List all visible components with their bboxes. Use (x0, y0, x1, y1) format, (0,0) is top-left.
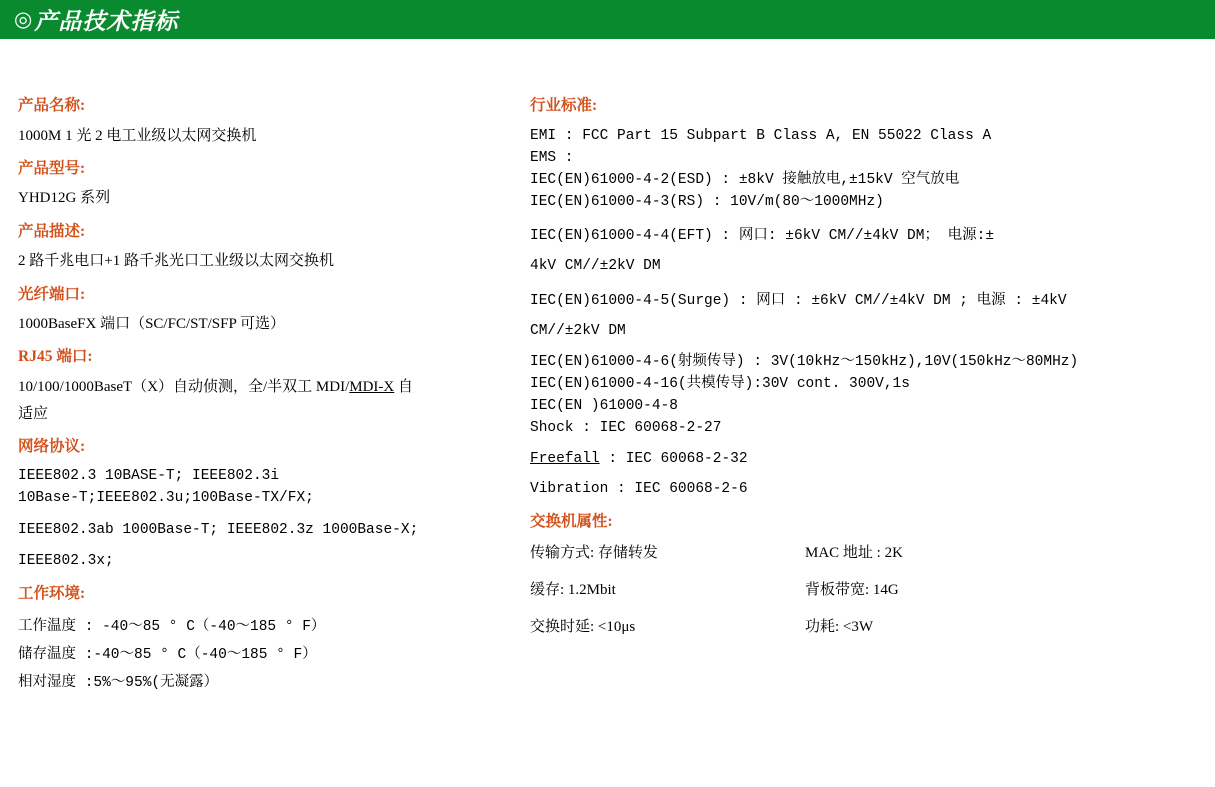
text-standard-eft-line2: 4kV CM//±2kV DM (530, 257, 661, 274)
text-product-description: 2 路千兆电口+1 路千兆光口工业级以太网交换机 (18, 253, 334, 270)
text-relative-humidity: 相对湿度 :5%～95%(无凝露） (18, 675, 219, 692)
attr-transmission-mode: 传输方式: 存储转发 (530, 545, 658, 562)
text-standard-esd: IEC(EN)61000-4-2(ESD) : ±8kV 接触放电,±15kV 空气放电 (530, 171, 960, 188)
text-standard-cs: IEC(EN)61000-4-6(射频传导) : 3V(10kHz～150kHz),10V(150kHz～80MHz) (530, 353, 1079, 370)
section-switch-attributes (530, 513, 1205, 637)
attr-power-consumption: 功耗: <3W (805, 619, 874, 636)
section-rj45-port (18, 348, 515, 426)
heading-operating-environment: 工作环境: (18, 585, 86, 603)
text-standard-surge-line2: CM//±2kV DM (530, 322, 626, 339)
heading-network-protocol: 网络协议: (18, 438, 86, 456)
section-fiber-port (18, 286, 515, 337)
text-operating-temperature: 工作温度 : -40～85 ° C（-40～185 ° F） (18, 618, 326, 635)
switch-attributes-grid (530, 541, 1205, 636)
heading-product-model: 产品型号: (18, 159, 86, 177)
left-column (0, 39, 525, 697)
text-standard-ems: EMS : (530, 149, 574, 166)
text-standard-vibration: Vibration : IEC 60068-2-6 (530, 480, 748, 497)
attr-backplane-bandwidth: 背板带宽: 14G (805, 582, 899, 599)
section-product-model (18, 160, 515, 211)
text-rj45-port-line2: 适应 (18, 406, 49, 423)
text-rj45-port (18, 376, 515, 399)
freefall-value: : IEC 60068-2-32 (599, 450, 748, 467)
heading-product-name: 产品名称: (18, 97, 86, 114)
section-operating-environment (18, 585, 515, 697)
right-column (525, 39, 1215, 636)
heading-switch-attributes: 交换机属性: (530, 512, 613, 530)
attr-switching-latency: 交换时延: <10μs (530, 619, 636, 636)
rj45-text-part1: 10/100/1000BaseT（X）自动侦测，全/半双工 MDI/ (18, 378, 350, 395)
freefall-label: Freefall (530, 450, 600, 467)
text-standard-emi: EMI : FCC Part 15 Subpart B Class A, EN 55022 Class A (530, 127, 992, 144)
text-standard-shock: Shock : IEC 60068-2-27 (530, 419, 722, 436)
text-protocol-line-2: 10Base-T;IEEE802.3u;100Base-TX/FX; (18, 489, 314, 506)
text-product-model: YHD12G 系列 (18, 190, 111, 207)
heading-rj45-port: RJ45 端口: (18, 348, 93, 366)
circle-target-icon: ◎ (14, 7, 33, 31)
attr-buffer: 缓存: 1.2Mbit (530, 582, 616, 599)
section-industry-standards (530, 97, 1205, 497)
attr-mac-address: MAC 地址 : 2K (805, 545, 903, 562)
text-standard-surge-line1: IEC(EN)61000-4-5(Surge) : 网口 : ±6kV CM//±4kV DM ; 电源 : ±4kV (530, 292, 1067, 309)
text-standard-rs: IEC(EN)61000-4-3(RS) : 10V/m(80～1000MHz) (530, 193, 884, 210)
text-storage-temperature: 储存温度 :-40～85 ° C（-40～185 ° F） (18, 646, 317, 663)
section-network-protocol (18, 438, 515, 573)
page-title: 产品技术指标 (34, 9, 179, 34)
section-banner (0, 0, 1215, 39)
text-standard-magnetic: IEC(EN )61000-4-8 (530, 397, 678, 414)
heading-industry-standards: 行业标准: (530, 97, 598, 114)
text-protocol-line-4: IEEE802.3x; (18, 553, 114, 570)
section-product-description (18, 223, 515, 274)
text-protocol-line-1: IEEE802.3 10BASE-T; IEEE802.3i (18, 468, 280, 485)
text-standard-common-mode: IEC(EN)61000-4-16(共模传导):30V cont. 300V,1s (530, 375, 910, 392)
rj45-text-underlined: MDI-X (349, 378, 395, 395)
section-product-name (18, 97, 515, 148)
text-fiber-port: 1000BaseFX 端口（SC/FC/ST/SFP 可选） (18, 316, 286, 333)
text-protocol-line-3: IEEE802.3ab 1000Base-T; IEEE802.3z 1000Base-X; (18, 521, 419, 538)
heading-fiber-port: 光纤端口: (18, 285, 86, 303)
content-columns (0, 39, 1215, 787)
text-standard-eft-line1: IEC(EN)61000-4-4(EFT) : 网口: ±6kV CM//±4kV DM； 电源:± (530, 227, 995, 244)
text-standard-freefall (530, 451, 1205, 467)
rj45-text-part2: 自 (394, 378, 414, 395)
heading-product-description: 产品描述: (18, 222, 86, 240)
text-product-name: 1000M 1 光 2 电工业级以太网交换机 (18, 127, 257, 144)
